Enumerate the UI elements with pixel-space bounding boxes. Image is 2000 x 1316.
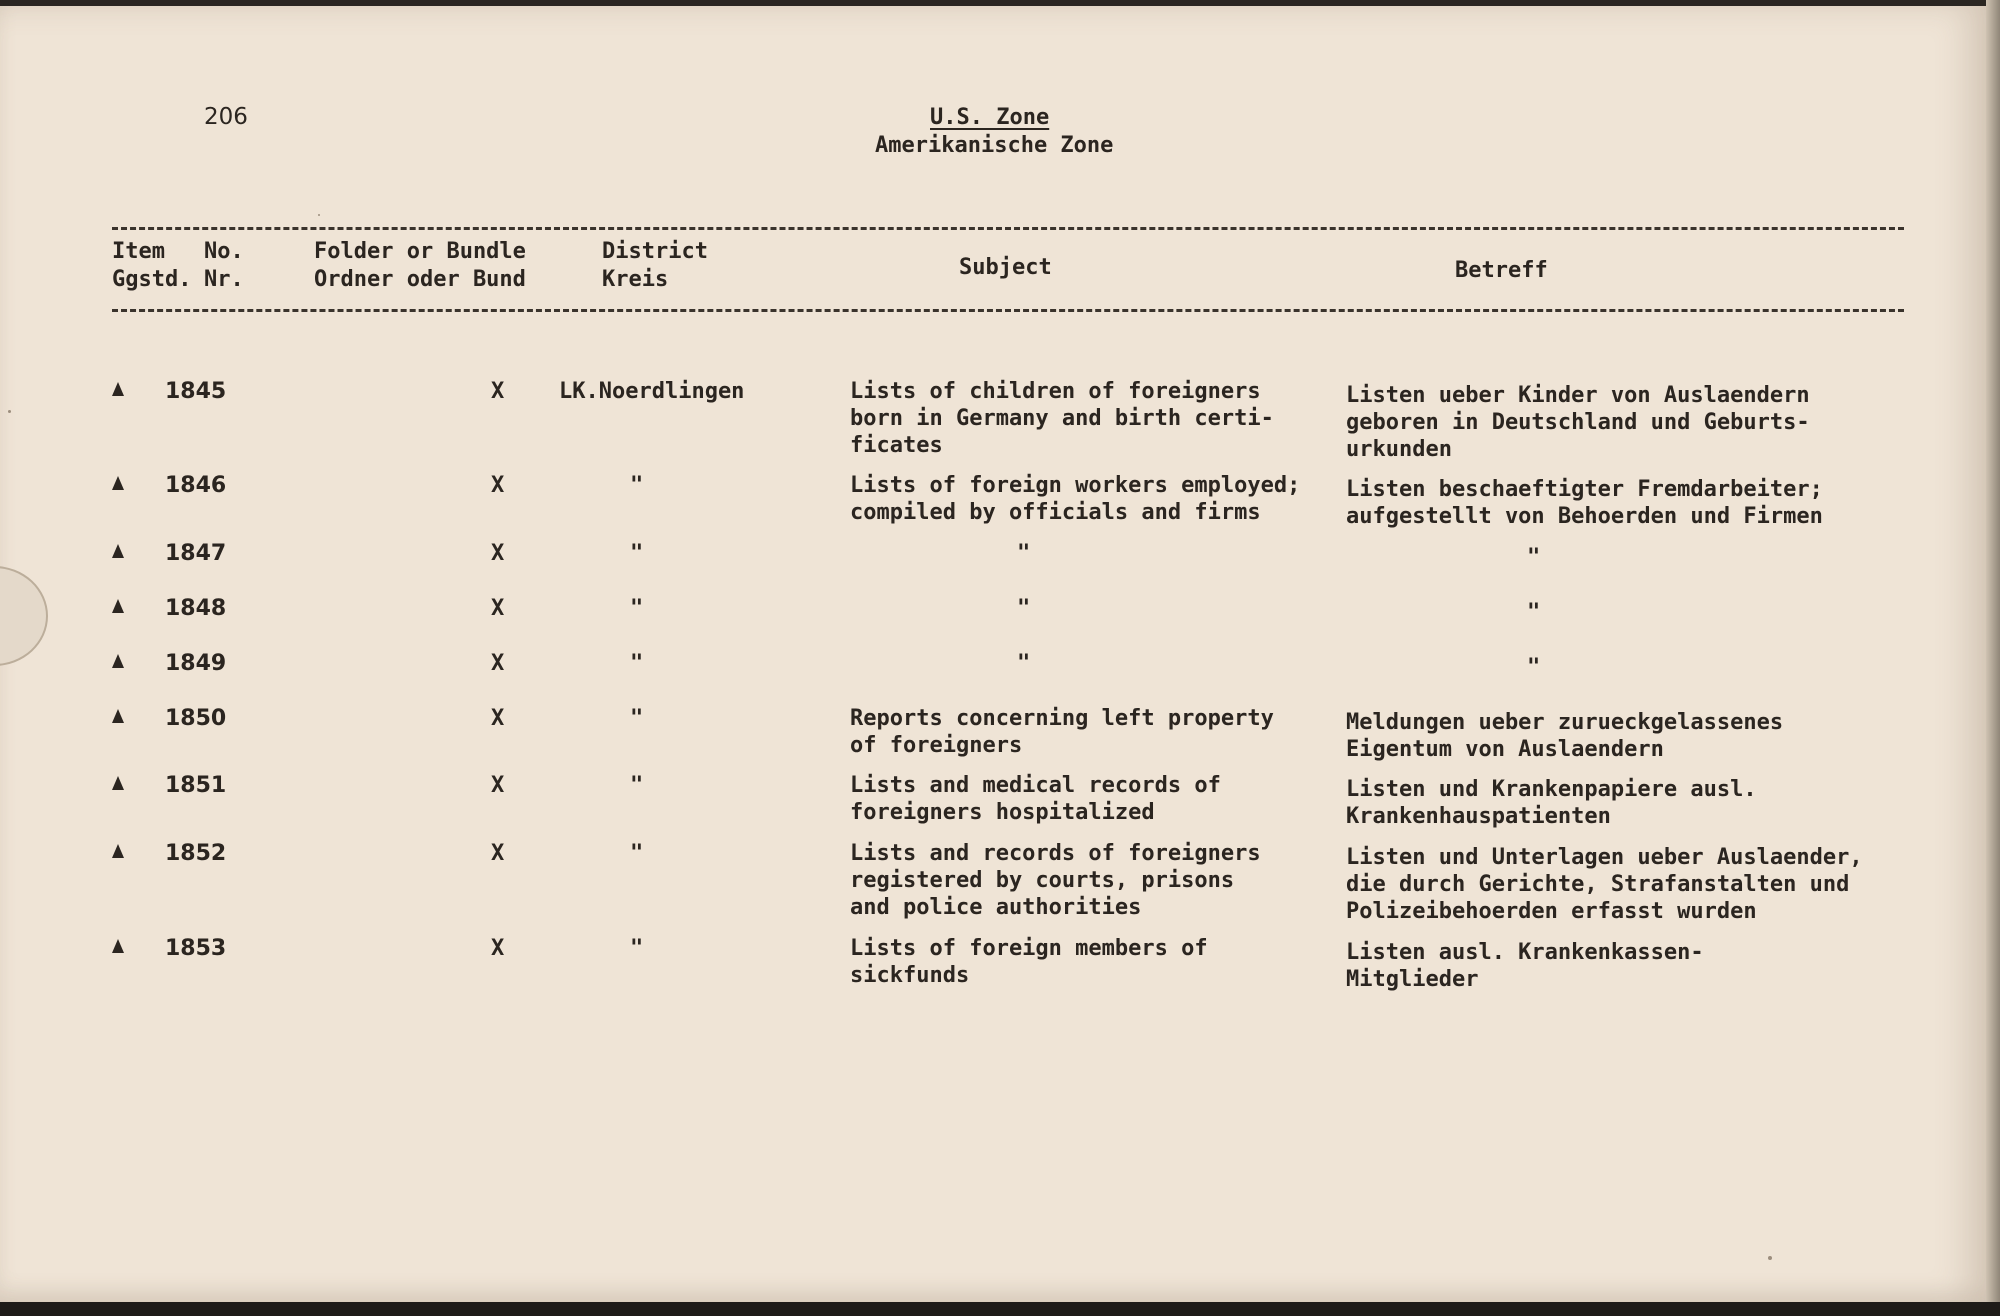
row-betreff: "	[1527, 600, 1541, 625]
header-top-rule	[112, 227, 1904, 230]
item-marker-icon	[112, 476, 124, 490]
scan-edge-bottom	[0, 1302, 2000, 1316]
row-district: "	[630, 706, 644, 731]
row-number: 1847	[165, 541, 227, 566]
row-folder-mark: X	[491, 541, 505, 566]
header-item-de: Ggstd.	[112, 267, 192, 292]
item-marker-icon	[112, 844, 124, 858]
header-district	[602, 238, 708, 294]
item-marker-icon	[112, 654, 124, 668]
item-marker-icon	[112, 939, 124, 953]
row-subject: Lists and records of foreigners registered by courts, prisons and police authorities	[850, 841, 1261, 920]
row-district: "	[630, 473, 644, 498]
page-subtitle: Amerikanische Zone	[875, 133, 1114, 158]
row-subject: "	[1017, 541, 1031, 566]
page-title: U.S. Zone	[930, 105, 1050, 130]
row-betreff: Listen ueber Kinder von Auslaendern geboren in Deutschland und Geburts- urkunden	[1346, 383, 1810, 462]
header-no	[204, 238, 244, 294]
item-marker-icon	[112, 599, 124, 613]
item-marker-icon	[112, 382, 124, 396]
row-folder-mark: X	[491, 706, 505, 731]
row-subject: Lists and medical records of foreigners hospitalized	[850, 773, 1221, 825]
header-folder-en: Folder or Bundle	[314, 239, 526, 264]
header-folder	[314, 238, 526, 294]
header-subject: Subject	[959, 255, 1052, 280]
row-folder-mark: X	[491, 936, 505, 961]
row-number: 1852	[165, 841, 227, 866]
binder-tab-notch	[0, 566, 48, 666]
row-number: 1849	[165, 651, 227, 676]
row-betreff: "	[1527, 655, 1541, 680]
header-betreff: Betreff	[1455, 258, 1548, 283]
row-betreff: Listen und Unterlagen ueber Auslaender, die durch Gerichte, Strafanstalten und Polizeibehoerden erfasst wurden	[1346, 845, 1863, 924]
page-number: 206	[204, 104, 248, 130]
document-page	[0, 6, 1986, 1302]
header-item	[112, 238, 191, 294]
header-folder-de: Ordner oder Bund	[314, 267, 526, 292]
row-district: "	[630, 936, 644, 961]
row-district: "	[630, 651, 644, 676]
row-district: "	[630, 773, 644, 798]
header-no-de: Nr.	[204, 267, 244, 292]
row-number: 1853	[165, 936, 227, 961]
row-subject: "	[1017, 596, 1031, 621]
row-betreff: Meldungen ueber zurueckgelassenes Eigentum von Auslaendern	[1346, 710, 1784, 762]
row-number: 1846	[165, 473, 227, 498]
row-betreff: Listen und Krankenpapiere ausl. Krankenhauspatienten	[1346, 777, 1757, 829]
row-subject: Lists of foreign members of sickfunds	[850, 936, 1208, 988]
row-subject: Lists of foreign workers employed; compiled by officials and firms	[850, 473, 1301, 525]
header-district-de: Kreis	[602, 267, 669, 292]
row-folder-mark: X	[491, 841, 505, 866]
item-marker-icon	[112, 776, 124, 790]
row-number: 1850	[165, 706, 227, 731]
paper-speck	[1768, 1256, 1772, 1260]
paper-speck	[8, 410, 11, 413]
row-subject: Reports concerning left property of foreigners	[850, 706, 1274, 758]
header-district-en: District	[602, 239, 708, 264]
row-betreff: "	[1527, 545, 1541, 570]
row-district: LK.Noerdlingen	[559, 379, 745, 404]
row-betreff: Listen beschaeftigter Fremdarbeiter; aufgestellt von Behoerden und Firmen	[1346, 477, 1823, 529]
row-number: 1848	[165, 596, 227, 621]
row-subject: "	[1017, 651, 1031, 676]
row-district: "	[630, 596, 644, 621]
row-folder-mark: X	[491, 596, 505, 621]
row-folder-mark: X	[491, 473, 505, 498]
item-marker-icon	[112, 544, 124, 558]
item-marker-icon	[112, 709, 124, 723]
row-subject: Lists of children of foreigners born in Germany and birth certi- ficates	[850, 379, 1274, 458]
row-number: 1845	[165, 379, 227, 404]
row-betreff: Listen ausl. Krankenkassen- Mitglieder	[1346, 940, 1704, 992]
row-folder-mark: X	[491, 651, 505, 676]
row-district: "	[630, 541, 644, 566]
header-item-en: Item	[112, 239, 165, 264]
row-folder-mark: X	[491, 379, 505, 404]
row-folder-mark: X	[491, 773, 505, 798]
header-bottom-rule	[112, 309, 1904, 312]
page-edge-right	[1986, 0, 2000, 1316]
paper-speck	[318, 214, 320, 216]
row-number: 1851	[165, 773, 227, 798]
row-district: "	[630, 841, 644, 866]
header-no-en: No.	[204, 239, 244, 264]
